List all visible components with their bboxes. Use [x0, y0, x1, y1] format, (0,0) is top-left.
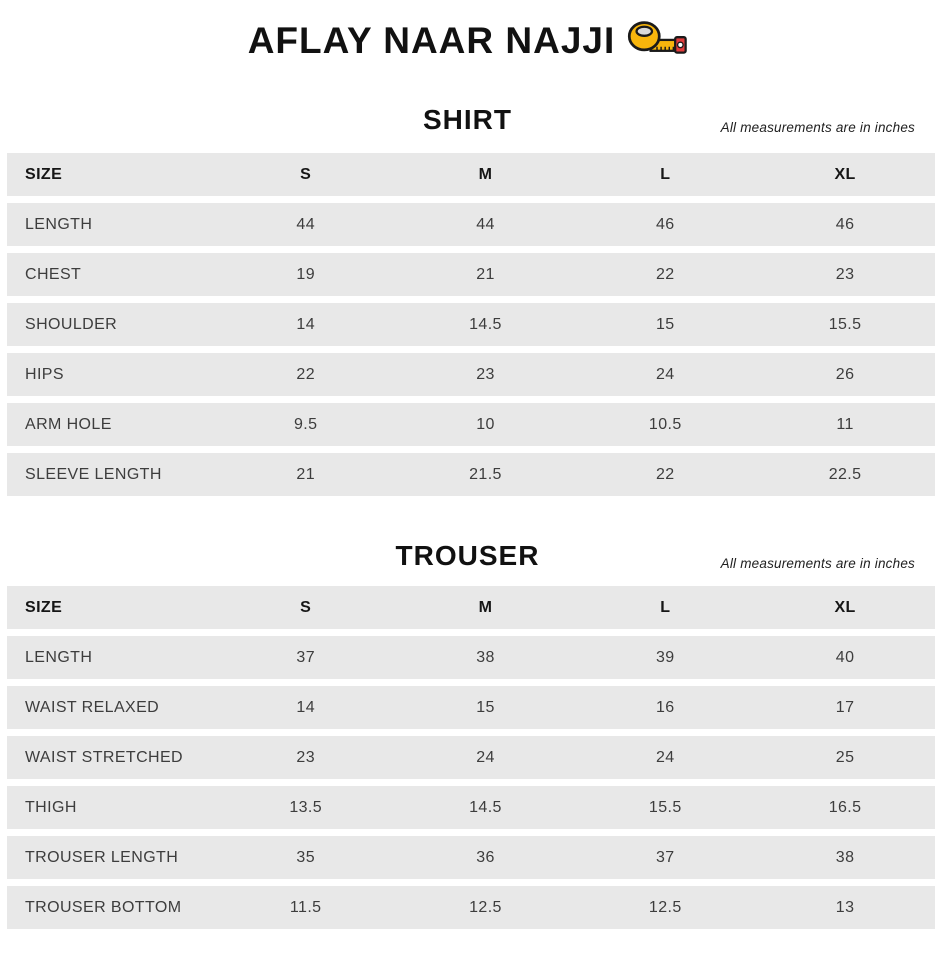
table-row [7, 453, 935, 496]
measurement-label: ARM HOLE [25, 415, 112, 433]
table-row [7, 736, 935, 779]
shirt-size-table [7, 153, 935, 496]
measurement-value: 19 [296, 265, 315, 283]
measurement-value: 15 [476, 698, 495, 716]
measurement-value: 14 [296, 315, 315, 333]
measurement-label: THIGH [25, 798, 77, 816]
table-row [7, 203, 935, 246]
measurement-value: 9.5 [293, 415, 318, 433]
measurement-value: 44 [296, 215, 315, 233]
table-row [7, 403, 935, 446]
size-s-header: S [300, 598, 312, 616]
table-row [7, 303, 935, 346]
measurement-value: 39 [655, 648, 675, 666]
measurement-value: 21 [476, 265, 495, 283]
measurement-value: 22.5 [828, 465, 862, 483]
measurement-label: LENGTH [25, 215, 93, 233]
table-row [7, 253, 935, 296]
measurement-value: 38 [476, 648, 495, 666]
table-row [7, 886, 935, 929]
measurement-value: 25 [835, 748, 855, 766]
size-s-header: S [300, 165, 312, 183]
measurement-value: 38 [835, 848, 855, 866]
table-row [7, 353, 935, 396]
measurement-value: 24 [655, 748, 675, 766]
measurement-value: 23 [476, 365, 495, 383]
measurement-value: 24 [476, 748, 495, 766]
size-l-header: L [660, 598, 671, 616]
measurement-value: 14.5 [469, 315, 502, 333]
shirt-measurement-note: All measurements are in inches [720, 120, 915, 135]
size-column-header: SIZE [25, 165, 63, 183]
size-xl-header: XL [834, 165, 856, 183]
measurement-label: TROUSER LENGTH [25, 848, 179, 866]
measurement-value: 15 [655, 315, 675, 333]
measurement-label: SLEEVE LENGTH [25, 465, 162, 483]
measurement-value: 36 [476, 848, 495, 866]
table-row [7, 686, 935, 729]
size-column-header: SIZE [25, 598, 63, 616]
measurement-label: CHEST [25, 265, 82, 283]
measurement-value: 15.5 [648, 798, 682, 816]
measurement-value: 22 [655, 465, 675, 483]
measurement-value: 10.5 [648, 415, 682, 433]
measurement-value: 37 [655, 848, 675, 866]
measurement-value: 16.5 [828, 798, 862, 816]
measurement-label: TROUSER BOTTOM [25, 898, 182, 916]
measurement-label: WAIST STRETCHED [25, 748, 184, 766]
table-row [7, 636, 935, 679]
measurement-value: 35 [296, 848, 315, 866]
measurement-value: 13 [835, 898, 855, 916]
trouser-section-head [0, 538, 935, 574]
trouser-size-table [7, 586, 935, 929]
measurement-value: 12.5 [648, 898, 682, 916]
measurement-value: 23 [835, 265, 855, 283]
tape-measure-icon [627, 17, 687, 66]
size-m-header: M [478, 598, 493, 616]
size-m-header: M [478, 165, 493, 183]
measurement-value: 40 [835, 648, 855, 666]
size-l-header: L [660, 165, 671, 183]
size-xl-header: XL [834, 598, 856, 616]
measurement-value: 44 [476, 215, 495, 233]
section-shirt [0, 102, 935, 496]
measurement-value: 21 [296, 465, 315, 483]
measurement-value: 21.5 [469, 465, 502, 483]
trouser-section-title: TROUSER [395, 540, 540, 571]
measurement-value: 46 [655, 215, 675, 233]
page-header [0, 0, 935, 66]
page-title: AFLAY NAAR NAJJI [247, 20, 616, 61]
measurement-label: LENGTH [25, 648, 93, 666]
table-header-row [7, 153, 935, 196]
measurement-value: 46 [835, 215, 855, 233]
measurement-value: 15.5 [828, 315, 862, 333]
measurement-value: 12.5 [469, 898, 502, 916]
trouser-measurement-note: All measurements are in inches [720, 556, 915, 571]
measurement-value: 23 [296, 748, 315, 766]
section-trouser [0, 538, 935, 929]
table-row [7, 786, 935, 829]
measurement-value: 26 [835, 365, 855, 383]
shirt-section-title: SHIRT [423, 104, 512, 135]
table-header-row [7, 586, 935, 629]
measurement-label: HIPS [25, 365, 64, 383]
measurement-value: 10 [476, 415, 495, 433]
measurement-value: 16 [655, 698, 675, 716]
measurement-value: 22 [296, 365, 315, 383]
measurement-value: 11 [836, 415, 854, 433]
measurement-value: 11.5 [289, 898, 322, 916]
measurement-label: SHOULDER [25, 315, 118, 333]
measurement-label: WAIST RELAXED [25, 698, 160, 716]
measurement-value: 17 [835, 698, 855, 716]
measurement-value: 22 [655, 265, 675, 283]
measurement-value: 37 [296, 648, 315, 666]
shirt-section-head [0, 102, 935, 138]
table-row [7, 836, 935, 879]
measurement-value: 14 [296, 698, 315, 716]
measurement-value: 24 [655, 365, 675, 383]
measurement-value: 14.5 [469, 798, 502, 816]
measurement-value: 13.5 [289, 798, 323, 816]
